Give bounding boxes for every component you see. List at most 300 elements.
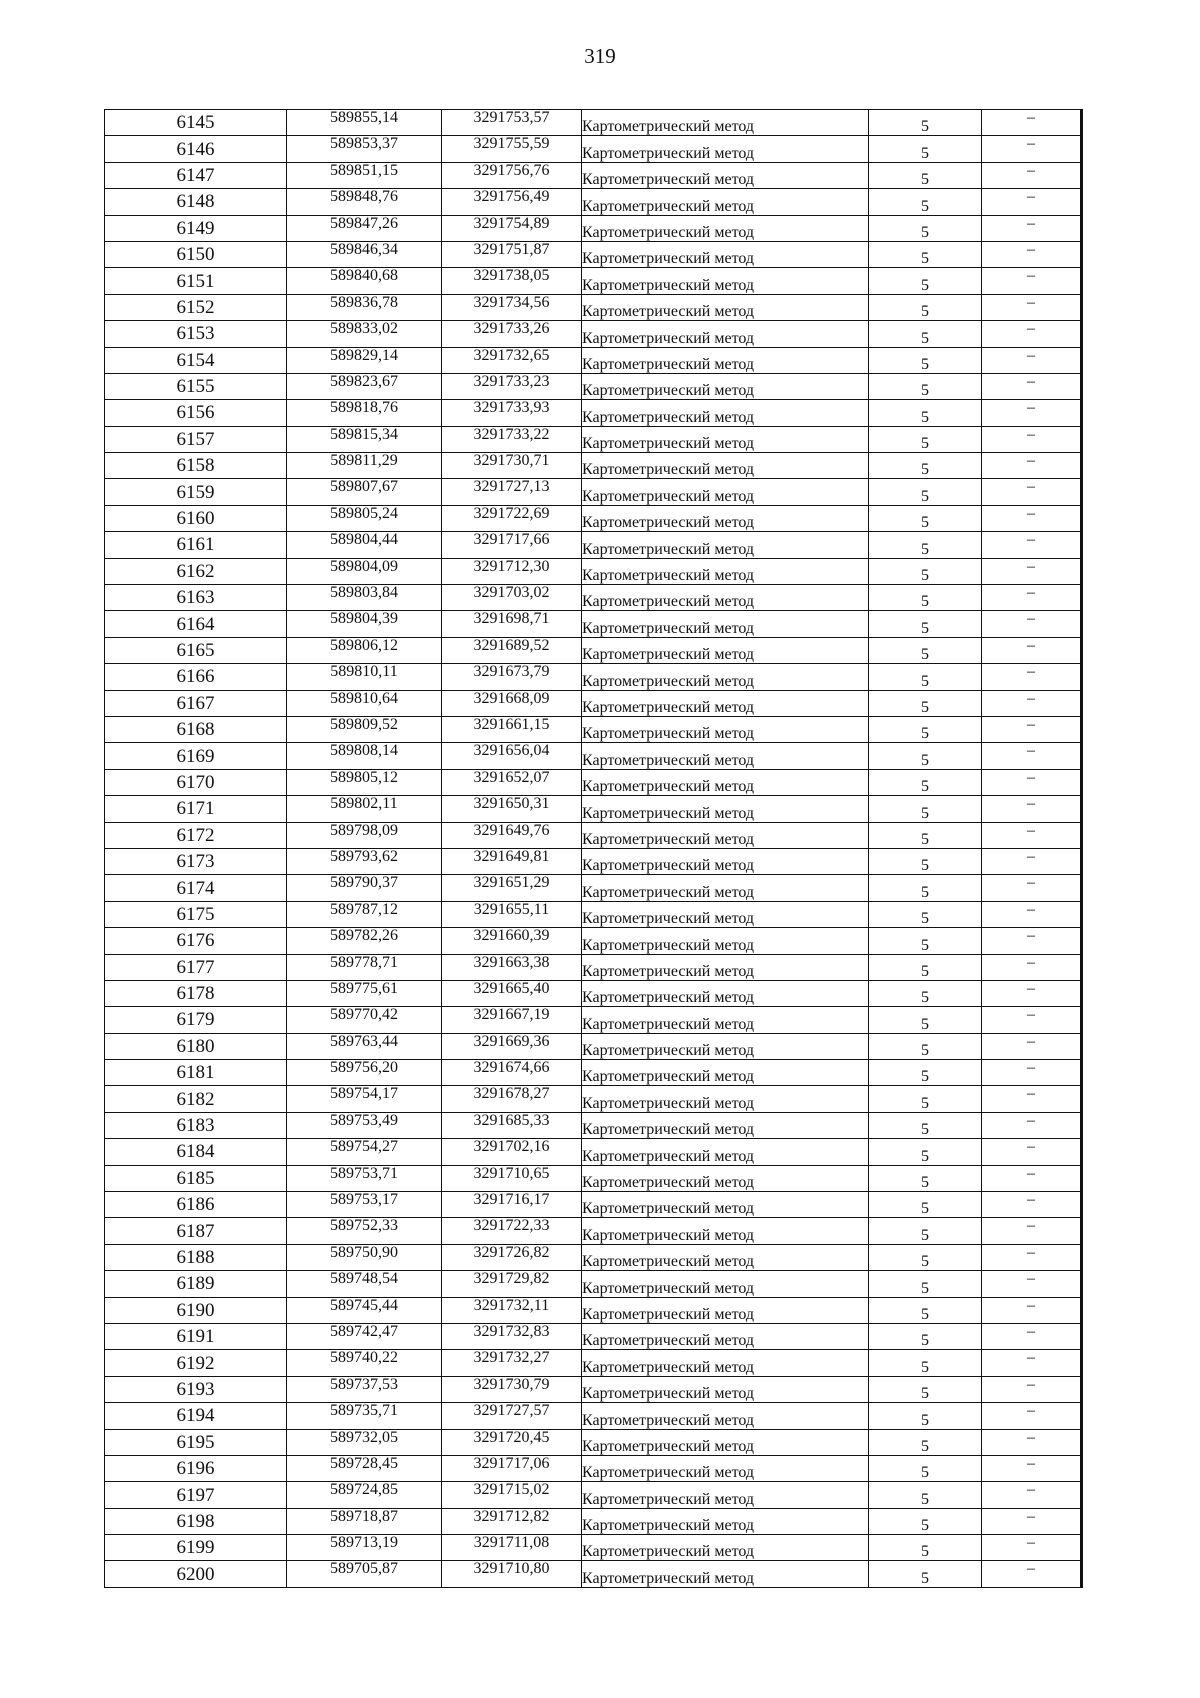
y-coordinate-cell: 3291733,26 bbox=[442, 321, 582, 347]
point-number-cell: 6161 bbox=[105, 532, 287, 558]
point-number-cell: 6154 bbox=[105, 347, 287, 373]
method-cell: Картометрический метод bbox=[582, 241, 869, 267]
description-cell: – bbox=[982, 1376, 1082, 1402]
x-coordinate-cell: 589836,78 bbox=[287, 294, 442, 320]
description-cell: – bbox=[982, 268, 1082, 294]
table-row bbox=[105, 162, 1082, 188]
method-cell: Картометрический метод bbox=[582, 1218, 869, 1244]
table-row bbox=[105, 505, 1082, 531]
method-cell: Картометрический метод bbox=[582, 743, 869, 769]
point-number-cell: 6174 bbox=[105, 875, 287, 901]
y-coordinate-cell: 3291751,87 bbox=[442, 241, 582, 267]
accuracy-cell: 5 bbox=[869, 1112, 982, 1138]
y-coordinate-cell: 3291649,76 bbox=[442, 822, 582, 848]
method-cell: Картометрический метод bbox=[582, 321, 869, 347]
point-number-cell: 6188 bbox=[105, 1244, 287, 1270]
accuracy-cell: 5 bbox=[869, 1455, 982, 1481]
point-number-cell: 6162 bbox=[105, 558, 287, 584]
description-cell: – bbox=[982, 664, 1082, 690]
accuracy-cell: 5 bbox=[869, 162, 982, 188]
accuracy-cell: 5 bbox=[869, 1297, 982, 1323]
x-coordinate-cell: 589756,20 bbox=[287, 1060, 442, 1086]
x-coordinate-cell: 589805,12 bbox=[287, 769, 442, 795]
accuracy-cell: 5 bbox=[869, 716, 982, 742]
method-cell: Картометрический метод bbox=[582, 585, 869, 611]
table-row bbox=[105, 1323, 1082, 1349]
table-row bbox=[105, 743, 1082, 769]
table-row bbox=[105, 1561, 1082, 1587]
method-cell: Картометрический метод bbox=[582, 928, 869, 954]
description-cell: – bbox=[982, 1139, 1082, 1165]
method-cell: Картометрический метод bbox=[582, 664, 869, 690]
x-coordinate-cell: 589798,09 bbox=[287, 822, 442, 848]
point-number-cell: 6191 bbox=[105, 1323, 287, 1349]
y-coordinate-cell: 3291651,29 bbox=[442, 875, 582, 901]
point-number-cell: 6175 bbox=[105, 901, 287, 927]
point-number-cell: 6152 bbox=[105, 294, 287, 320]
x-coordinate-cell: 589770,42 bbox=[287, 1007, 442, 1033]
point-number-cell: 6180 bbox=[105, 1033, 287, 1059]
table-row bbox=[105, 1350, 1082, 1376]
y-coordinate-cell: 3291716,17 bbox=[442, 1192, 582, 1218]
y-coordinate-cell: 3291733,22 bbox=[442, 426, 582, 452]
y-coordinate-cell: 3291702,16 bbox=[442, 1139, 582, 1165]
description-cell: – bbox=[982, 294, 1082, 320]
table-row bbox=[105, 1165, 1082, 1191]
point-number-cell: 6171 bbox=[105, 796, 287, 822]
x-coordinate-cell: 589754,17 bbox=[287, 1086, 442, 1112]
y-coordinate-cell: 3291753,57 bbox=[442, 110, 582, 136]
method-cell: Картометрический метод bbox=[582, 1086, 869, 1112]
y-coordinate-cell: 3291732,65 bbox=[442, 347, 582, 373]
y-coordinate-cell: 3291717,66 bbox=[442, 532, 582, 558]
y-coordinate-cell: 3291649,81 bbox=[442, 848, 582, 874]
point-number-cell: 6176 bbox=[105, 928, 287, 954]
accuracy-cell: 5 bbox=[869, 1007, 982, 1033]
point-number-cell: 6160 bbox=[105, 505, 287, 531]
method-cell: Картометрический метод bbox=[582, 110, 869, 136]
method-cell: Картометрический метод bbox=[582, 347, 869, 373]
accuracy-cell: 5 bbox=[869, 1323, 982, 1349]
description-cell: – bbox=[982, 822, 1082, 848]
y-coordinate-cell: 3291703,02 bbox=[442, 585, 582, 611]
description-cell: – bbox=[982, 241, 1082, 267]
method-cell: Картометрический метод bbox=[582, 769, 869, 795]
point-number-cell: 6170 bbox=[105, 769, 287, 795]
y-coordinate-cell: 3291678,27 bbox=[442, 1086, 582, 1112]
accuracy-cell: 5 bbox=[869, 505, 982, 531]
table-row bbox=[105, 796, 1082, 822]
description-cell: – bbox=[982, 1455, 1082, 1481]
y-coordinate-cell: 3291732,27 bbox=[442, 1350, 582, 1376]
y-coordinate-cell: 3291715,02 bbox=[442, 1482, 582, 1508]
table-row bbox=[105, 426, 1082, 452]
point-number-cell: 6158 bbox=[105, 453, 287, 479]
x-coordinate-cell: 589713,19 bbox=[287, 1535, 442, 1561]
x-coordinate-cell: 589705,87 bbox=[287, 1561, 442, 1587]
y-coordinate-cell: 3291734,56 bbox=[442, 294, 582, 320]
accuracy-cell: 5 bbox=[869, 215, 982, 241]
description-cell: – bbox=[982, 1350, 1082, 1376]
table-row bbox=[105, 400, 1082, 426]
page-number: 319 bbox=[584, 44, 616, 68]
x-coordinate-cell: 589763,44 bbox=[287, 1033, 442, 1059]
accuracy-cell: 5 bbox=[869, 453, 982, 479]
x-coordinate-cell: 589804,09 bbox=[287, 558, 442, 584]
method-cell: Картометрический метод bbox=[582, 954, 869, 980]
accuracy-cell: 5 bbox=[869, 1508, 982, 1534]
description-cell: – bbox=[982, 875, 1082, 901]
point-number-cell: 6195 bbox=[105, 1429, 287, 1455]
description-cell: – bbox=[982, 954, 1082, 980]
description-cell: – bbox=[982, 1403, 1082, 1429]
table-row bbox=[105, 1086, 1082, 1112]
accuracy-cell: 5 bbox=[869, 1033, 982, 1059]
point-number-cell: 6163 bbox=[105, 585, 287, 611]
x-coordinate-cell: 589846,34 bbox=[287, 241, 442, 267]
y-coordinate-cell: 3291727,13 bbox=[442, 479, 582, 505]
y-coordinate-cell: 3291689,52 bbox=[442, 637, 582, 663]
coordinates-table bbox=[104, 109, 1083, 1588]
y-coordinate-cell: 3291710,80 bbox=[442, 1561, 582, 1587]
description-cell: – bbox=[982, 611, 1082, 637]
coordinates-table-body bbox=[105, 110, 1082, 1588]
point-number-cell: 6155 bbox=[105, 373, 287, 399]
accuracy-cell: 5 bbox=[869, 1139, 982, 1165]
accuracy-cell: 5 bbox=[869, 1244, 982, 1270]
y-coordinate-cell: 3291726,82 bbox=[442, 1244, 582, 1270]
method-cell: Картометрический метод bbox=[582, 1192, 869, 1218]
point-number-cell: 6198 bbox=[105, 1508, 287, 1534]
table-row bbox=[105, 1508, 1082, 1534]
table-row bbox=[105, 1376, 1082, 1402]
table-row bbox=[105, 110, 1082, 136]
table-row bbox=[105, 294, 1082, 320]
accuracy-cell: 5 bbox=[869, 110, 982, 136]
table-row bbox=[105, 1455, 1082, 1481]
method-cell: Картометрический метод bbox=[582, 1508, 869, 1534]
y-coordinate-cell: 3291712,82 bbox=[442, 1508, 582, 1534]
description-cell: – bbox=[982, 848, 1082, 874]
description-cell: – bbox=[982, 980, 1082, 1006]
x-coordinate-cell: 589803,84 bbox=[287, 585, 442, 611]
x-coordinate-cell: 589793,62 bbox=[287, 848, 442, 874]
accuracy-cell: 5 bbox=[869, 321, 982, 347]
accuracy-cell: 5 bbox=[869, 875, 982, 901]
x-coordinate-cell: 589810,11 bbox=[287, 664, 442, 690]
method-cell: Картометрический метод bbox=[582, 1561, 869, 1587]
table-row bbox=[105, 848, 1082, 874]
method-cell: Картометрический метод bbox=[582, 901, 869, 927]
table-row bbox=[105, 558, 1082, 584]
y-coordinate-cell: 3291732,11 bbox=[442, 1297, 582, 1323]
method-cell: Картометрический метод bbox=[582, 189, 869, 215]
method-cell: Картометрический метод bbox=[582, 558, 869, 584]
method-cell: Картометрический метод bbox=[582, 1429, 869, 1455]
point-number-cell: 6178 bbox=[105, 980, 287, 1006]
x-coordinate-cell: 589775,61 bbox=[287, 980, 442, 1006]
description-cell: – bbox=[982, 189, 1082, 215]
point-number-cell: 6164 bbox=[105, 611, 287, 637]
description-cell: – bbox=[982, 1297, 1082, 1323]
point-number-cell: 6179 bbox=[105, 1007, 287, 1033]
point-number-cell: 6177 bbox=[105, 954, 287, 980]
x-coordinate-cell: 589853,37 bbox=[287, 136, 442, 162]
accuracy-cell: 5 bbox=[869, 1165, 982, 1191]
table-row bbox=[105, 268, 1082, 294]
accuracy-cell: 5 bbox=[869, 1192, 982, 1218]
table-row bbox=[105, 241, 1082, 267]
method-cell: Картометрический метод bbox=[582, 1112, 869, 1138]
point-number-cell: 6145 bbox=[105, 110, 287, 136]
accuracy-cell: 5 bbox=[869, 1535, 982, 1561]
y-coordinate-cell: 3291755,59 bbox=[442, 136, 582, 162]
point-number-cell: 6159 bbox=[105, 479, 287, 505]
method-cell: Картометрический метод bbox=[582, 875, 869, 901]
y-coordinate-cell: 3291652,07 bbox=[442, 769, 582, 795]
method-cell: Картометрический метод bbox=[582, 716, 869, 742]
x-coordinate-cell: 589724,85 bbox=[287, 1482, 442, 1508]
method-cell: Картометрический метод bbox=[582, 479, 869, 505]
method-cell: Картометрический метод bbox=[582, 1271, 869, 1297]
point-number-cell: 6186 bbox=[105, 1192, 287, 1218]
accuracy-cell: 5 bbox=[869, 928, 982, 954]
y-coordinate-cell: 3291722,33 bbox=[442, 1218, 582, 1244]
method-cell: Картометрический метод bbox=[582, 1033, 869, 1059]
method-cell: Картометрический метод bbox=[582, 136, 869, 162]
y-coordinate-cell: 3291754,89 bbox=[442, 215, 582, 241]
table-row bbox=[105, 1033, 1082, 1059]
table-row bbox=[105, 690, 1082, 716]
point-number-cell: 6189 bbox=[105, 1271, 287, 1297]
table-row bbox=[105, 928, 1082, 954]
x-coordinate-cell: 589718,87 bbox=[287, 1508, 442, 1534]
method-cell: Картометрический метод bbox=[582, 1403, 869, 1429]
accuracy-cell: 5 bbox=[869, 268, 982, 294]
x-coordinate-cell: 589806,12 bbox=[287, 637, 442, 663]
y-coordinate-cell: 3291663,38 bbox=[442, 954, 582, 980]
point-number-cell: 6173 bbox=[105, 848, 287, 874]
description-cell: – bbox=[982, 1007, 1082, 1033]
description-cell: – bbox=[982, 347, 1082, 373]
y-coordinate-cell: 3291674,66 bbox=[442, 1060, 582, 1086]
description-cell: – bbox=[982, 901, 1082, 927]
description-cell: – bbox=[982, 1508, 1082, 1534]
method-cell: Картометрический метод bbox=[582, 980, 869, 1006]
point-number-cell: 6194 bbox=[105, 1403, 287, 1429]
table-row bbox=[105, 716, 1082, 742]
method-cell: Картометрический метод bbox=[582, 215, 869, 241]
point-number-cell: 6184 bbox=[105, 1139, 287, 1165]
x-coordinate-cell: 589810,64 bbox=[287, 690, 442, 716]
x-coordinate-cell: 589808,14 bbox=[287, 743, 442, 769]
y-coordinate-cell: 3291729,82 bbox=[442, 1271, 582, 1297]
accuracy-cell: 5 bbox=[869, 136, 982, 162]
accuracy-cell: 5 bbox=[869, 1403, 982, 1429]
point-number-cell: 6156 bbox=[105, 400, 287, 426]
method-cell: Картометрический метод bbox=[582, 505, 869, 531]
description-cell: – bbox=[982, 1323, 1082, 1349]
y-coordinate-cell: 3291698,71 bbox=[442, 611, 582, 637]
accuracy-cell: 5 bbox=[869, 1060, 982, 1086]
x-coordinate-cell: 589818,76 bbox=[287, 400, 442, 426]
y-coordinate-cell: 3291665,40 bbox=[442, 980, 582, 1006]
point-number-cell: 6199 bbox=[105, 1535, 287, 1561]
description-cell: – bbox=[982, 479, 1082, 505]
accuracy-cell: 5 bbox=[869, 400, 982, 426]
y-coordinate-cell: 3291656,04 bbox=[442, 743, 582, 769]
method-cell: Картометрический метод bbox=[582, 294, 869, 320]
accuracy-cell: 5 bbox=[869, 1482, 982, 1508]
accuracy-cell: 5 bbox=[869, 769, 982, 795]
point-number-cell: 6157 bbox=[105, 426, 287, 452]
description-cell: – bbox=[982, 558, 1082, 584]
table-row bbox=[105, 532, 1082, 558]
table-row bbox=[105, 980, 1082, 1006]
y-coordinate-cell: 3291655,11 bbox=[442, 901, 582, 927]
accuracy-cell: 5 bbox=[869, 1350, 982, 1376]
point-number-cell: 6200 bbox=[105, 1561, 287, 1587]
y-coordinate-cell: 3291711,08 bbox=[442, 1535, 582, 1561]
point-number-cell: 6197 bbox=[105, 1482, 287, 1508]
method-cell: Картометрический метод bbox=[582, 796, 869, 822]
table-row bbox=[105, 1271, 1082, 1297]
method-cell: Картометрический метод bbox=[582, 690, 869, 716]
description-cell: – bbox=[982, 1192, 1082, 1218]
table-row bbox=[105, 664, 1082, 690]
y-coordinate-cell: 3291717,06 bbox=[442, 1455, 582, 1481]
accuracy-cell: 5 bbox=[869, 848, 982, 874]
point-number-cell: 6187 bbox=[105, 1218, 287, 1244]
y-coordinate-cell: 3291733,23 bbox=[442, 373, 582, 399]
method-cell: Картометрический метод bbox=[582, 611, 869, 637]
table-row bbox=[105, 479, 1082, 505]
x-coordinate-cell: 589855,14 bbox=[287, 110, 442, 136]
table-row bbox=[105, 1192, 1082, 1218]
y-coordinate-cell: 3291730,71 bbox=[442, 453, 582, 479]
description-cell: – bbox=[982, 690, 1082, 716]
point-number-cell: 6148 bbox=[105, 189, 287, 215]
table-row bbox=[105, 1244, 1082, 1270]
point-number-cell: 6196 bbox=[105, 1455, 287, 1481]
table-row bbox=[105, 453, 1082, 479]
x-coordinate-cell: 589728,45 bbox=[287, 1455, 442, 1481]
accuracy-cell: 5 bbox=[869, 347, 982, 373]
method-cell: Картометрический метод bbox=[582, 1244, 869, 1270]
description-cell: – bbox=[982, 1165, 1082, 1191]
point-number-cell: 6168 bbox=[105, 716, 287, 742]
x-coordinate-cell: 589782,26 bbox=[287, 928, 442, 954]
accuracy-cell: 5 bbox=[869, 558, 982, 584]
description-cell: – bbox=[982, 637, 1082, 663]
y-coordinate-cell: 3291720,45 bbox=[442, 1429, 582, 1455]
x-coordinate-cell: 589851,15 bbox=[287, 162, 442, 188]
description-cell: – bbox=[982, 1429, 1082, 1455]
x-coordinate-cell: 589807,67 bbox=[287, 479, 442, 505]
description-cell: – bbox=[982, 585, 1082, 611]
y-coordinate-cell: 3291650,31 bbox=[442, 796, 582, 822]
table-row bbox=[105, 1060, 1082, 1086]
accuracy-cell: 5 bbox=[869, 1218, 982, 1244]
description-cell: – bbox=[982, 769, 1082, 795]
method-cell: Картометрический метод bbox=[582, 1535, 869, 1561]
method-cell: Картометрический метод bbox=[582, 1350, 869, 1376]
description-cell: – bbox=[982, 453, 1082, 479]
description-cell: – bbox=[982, 426, 1082, 452]
description-cell: – bbox=[982, 1112, 1082, 1138]
method-cell: Картометрический метод bbox=[582, 532, 869, 558]
method-cell: Картометрический метод bbox=[582, 1139, 869, 1165]
point-number-cell: 6167 bbox=[105, 690, 287, 716]
table-row bbox=[105, 1112, 1082, 1138]
table-row bbox=[105, 954, 1082, 980]
x-coordinate-cell: 589753,17 bbox=[287, 1192, 442, 1218]
point-number-cell: 6190 bbox=[105, 1297, 287, 1323]
y-coordinate-cell: 3291733,93 bbox=[442, 400, 582, 426]
table-row bbox=[105, 1535, 1082, 1561]
accuracy-cell: 5 bbox=[869, 189, 982, 215]
y-coordinate-cell: 3291722,69 bbox=[442, 505, 582, 531]
method-cell: Картометрический метод bbox=[582, 162, 869, 188]
accuracy-cell: 5 bbox=[869, 690, 982, 716]
description-cell: – bbox=[982, 321, 1082, 347]
method-cell: Картометрический метод bbox=[582, 1455, 869, 1481]
x-coordinate-cell: 589735,71 bbox=[287, 1403, 442, 1429]
x-coordinate-cell: 589740,22 bbox=[287, 1350, 442, 1376]
method-cell: Картометрический метод bbox=[582, 373, 869, 399]
description-cell: – bbox=[982, 1218, 1082, 1244]
x-coordinate-cell: 589802,11 bbox=[287, 796, 442, 822]
method-cell: Картометрический метод bbox=[582, 1060, 869, 1086]
description-cell: – bbox=[982, 400, 1082, 426]
x-coordinate-cell: 589847,26 bbox=[287, 215, 442, 241]
description-cell: – bbox=[982, 716, 1082, 742]
y-coordinate-cell: 3291667,19 bbox=[442, 1007, 582, 1033]
accuracy-cell: 5 bbox=[869, 901, 982, 927]
y-coordinate-cell: 3291738,05 bbox=[442, 268, 582, 294]
method-cell: Картометрический метод bbox=[582, 1376, 869, 1402]
method-cell: Картометрический метод bbox=[582, 1482, 869, 1508]
x-coordinate-cell: 589804,44 bbox=[287, 532, 442, 558]
x-coordinate-cell: 589790,37 bbox=[287, 875, 442, 901]
table-row bbox=[105, 136, 1082, 162]
point-number-cell: 6181 bbox=[105, 1060, 287, 1086]
x-coordinate-cell: 589833,02 bbox=[287, 321, 442, 347]
table-row bbox=[105, 1007, 1082, 1033]
y-coordinate-cell: 3291661,15 bbox=[442, 716, 582, 742]
table-row bbox=[105, 347, 1082, 373]
accuracy-cell: 5 bbox=[869, 664, 982, 690]
description-cell: – bbox=[982, 1271, 1082, 1297]
point-number-cell: 6183 bbox=[105, 1112, 287, 1138]
y-coordinate-cell: 3291712,30 bbox=[442, 558, 582, 584]
x-coordinate-cell: 589809,52 bbox=[287, 716, 442, 742]
accuracy-cell: 5 bbox=[869, 637, 982, 663]
y-coordinate-cell: 3291673,79 bbox=[442, 664, 582, 690]
description-cell: – bbox=[982, 215, 1082, 241]
x-coordinate-cell: 589754,27 bbox=[287, 1139, 442, 1165]
point-number-cell: 6169 bbox=[105, 743, 287, 769]
point-number-cell: 6150 bbox=[105, 241, 287, 267]
point-number-cell: 6182 bbox=[105, 1086, 287, 1112]
point-number-cell: 6185 bbox=[105, 1165, 287, 1191]
x-coordinate-cell: 589737,53 bbox=[287, 1376, 442, 1402]
accuracy-cell: 5 bbox=[869, 479, 982, 505]
accuracy-cell: 5 bbox=[869, 743, 982, 769]
y-coordinate-cell: 3291756,76 bbox=[442, 162, 582, 188]
accuracy-cell: 5 bbox=[869, 822, 982, 848]
point-number-cell: 6149 bbox=[105, 215, 287, 241]
